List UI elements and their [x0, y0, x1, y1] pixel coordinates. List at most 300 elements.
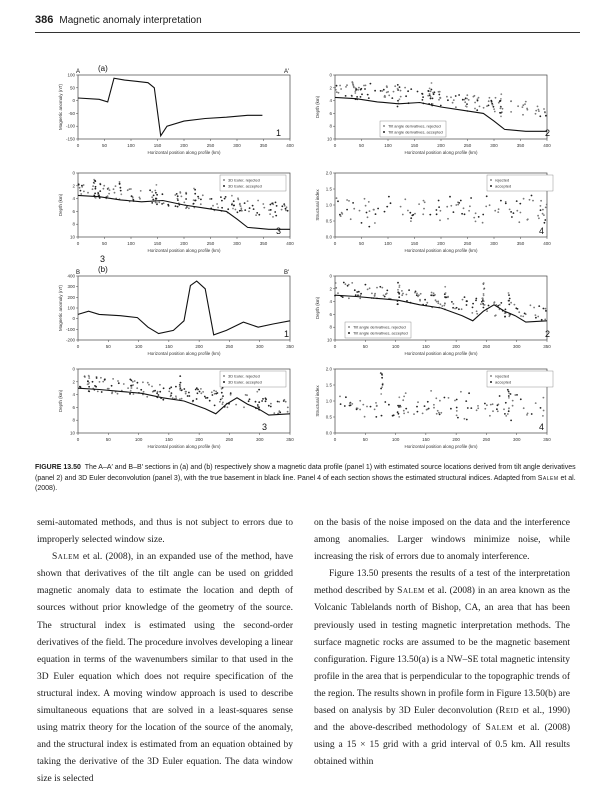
- euler-estimate-point: [177, 195, 179, 197]
- tilt-estimate-point: [343, 282, 345, 284]
- structural-index-point: [453, 211, 455, 213]
- tilt-estimate-point: [514, 304, 516, 306]
- x-tick-label: 0: [76, 437, 80, 442]
- legend-marker: [490, 179, 492, 181]
- tilt-estimate-point: [437, 301, 439, 303]
- euler-estimate-point: [207, 397, 209, 399]
- euler-estimate-point: [221, 200, 223, 202]
- tilt-estimate-point: [545, 115, 547, 117]
- tilt-estimate-point: [510, 111, 512, 113]
- euler-estimate-point: [185, 192, 187, 194]
- tilt-estimate-point: [353, 87, 355, 89]
- structural-index-point: [532, 200, 534, 202]
- section-b-label: (b): [98, 265, 108, 274]
- y-axis-label: Structural index: [315, 385, 320, 417]
- euler-estimate-point: [193, 203, 195, 205]
- y-tick-label: -100: [65, 326, 75, 332]
- profile-b-start-label: B: [76, 270, 81, 276]
- tilt-estimate-point: [537, 106, 539, 108]
- tilt-estimate-point: [399, 285, 401, 287]
- structural-index-point: [366, 212, 368, 214]
- x-tick-label: 150: [165, 344, 173, 349]
- legend-text: 3D Euler, accepted: [228, 183, 262, 189]
- tilt-estimate-point: [368, 97, 370, 99]
- euler-estimate-point: [215, 393, 217, 395]
- structural-index-point: [447, 218, 449, 220]
- tilt-estimate-point: [427, 90, 429, 92]
- euler-estimate-point: [169, 388, 171, 390]
- euler-estimate-point: [197, 389, 199, 391]
- tilt-estimate-point: [406, 294, 408, 296]
- euler-estimate-point: [95, 186, 97, 188]
- euler-estimate-point: [243, 406, 245, 408]
- structural-index-point: [373, 209, 375, 211]
- y-axis-label: Depth (km): [315, 296, 320, 320]
- euler-estimate-point: [189, 395, 191, 397]
- euler-estimate-point: [159, 384, 161, 386]
- structural-index-point: [418, 203, 420, 205]
- euler-estimate-point: [146, 396, 148, 398]
- tilt-estimate-point: [541, 319, 543, 321]
- profile-a-end-label: A': [284, 69, 290, 75]
- euler-estimate-point: [115, 185, 117, 187]
- euler-estimate-point: [272, 216, 274, 218]
- structural-index-point: [345, 396, 347, 398]
- tilt-estimate-point: [509, 298, 511, 300]
- euler-estimate-point: [94, 193, 96, 195]
- euler-estimate-point: [188, 392, 190, 394]
- tilt-estimate-point: [500, 107, 502, 109]
- x-tick-label: 50: [105, 344, 111, 349]
- tilt-estimate-point: [407, 90, 409, 92]
- structural-index-point: [416, 406, 418, 408]
- body-column-right: [314, 515, 570, 771]
- structural-index-point: [470, 407, 472, 409]
- tilt-estimate-point: [397, 289, 399, 291]
- euler-estimate-point: [142, 381, 144, 383]
- structural-index-point: [359, 400, 361, 402]
- tilt-estimate-point: [482, 298, 484, 300]
- structural-index-point: [454, 400, 456, 402]
- structural-index-point: [529, 199, 531, 201]
- structural-index-point: [482, 214, 484, 216]
- tilt-estimate-point: [505, 309, 507, 311]
- y-tick-label: 0: [329, 72, 332, 78]
- structural-index-point: [486, 195, 488, 197]
- y-axis-label: Depth (km): [315, 95, 320, 119]
- euler-estimate-point: [278, 401, 280, 403]
- tilt-estimate-point: [429, 88, 431, 90]
- legend-text: accepted: [495, 379, 512, 385]
- section-a-label: (a): [98, 64, 108, 73]
- euler-estimate-point: [257, 404, 259, 406]
- euler-estimate-point: [221, 207, 223, 209]
- structural-index-point: [490, 404, 492, 406]
- euler-estimate-point: [100, 184, 102, 186]
- legend-text: Tilt angle derivatives, accepted: [388, 129, 443, 135]
- euler-estimate-point: [224, 198, 226, 200]
- tilt-estimate-point: [371, 293, 373, 295]
- tilt-estimate-point: [495, 314, 497, 316]
- x-tick-label: 350: [516, 241, 525, 246]
- tilt-estimate-point: [454, 308, 456, 310]
- tilt-estimate-point: [452, 102, 454, 104]
- tilt-estimate-point: [466, 304, 468, 306]
- y-axis-label: Magnetic anomaly (nT): [58, 284, 63, 332]
- page-number: 386: [35, 14, 54, 26]
- tilt-estimate-point: [539, 115, 541, 117]
- euler-estimate-point: [220, 399, 222, 401]
- caption-author: Salem: [537, 474, 559, 482]
- structural-index-point: [409, 212, 411, 214]
- structural-index-point: [492, 403, 494, 405]
- tilt-estimate-point: [360, 293, 362, 295]
- euler-estimate-point: [257, 200, 259, 202]
- tilt-estimate-point: [435, 299, 437, 301]
- paragraph-text: et al., 1990) and the above-described methodology of: [314, 706, 570, 734]
- euler-estimate-point: [214, 405, 216, 407]
- x-tick-label: 0: [76, 143, 80, 148]
- tilt-estimate-point: [500, 116, 502, 118]
- structural-index-point: [498, 208, 500, 210]
- tilt-estimate-point: [455, 106, 457, 108]
- euler-estimate-point: [233, 200, 235, 202]
- legend-text: 3D Euler, rejected: [228, 177, 260, 183]
- euler-estimate-point: [277, 401, 279, 403]
- euler-estimate-point: [101, 391, 103, 393]
- structural-index-point: [384, 401, 386, 403]
- structural-index-point: [398, 396, 400, 398]
- tilt-estimate-point: [491, 101, 493, 103]
- y-tick-label: -50: [68, 110, 75, 116]
- euler-estimate-point: [154, 190, 156, 192]
- x-tick-label: 50: [362, 437, 368, 442]
- tilt-estimate-point: [335, 282, 337, 284]
- tilt-estimate-point: [438, 99, 440, 101]
- x-tick-label: 250: [225, 437, 234, 442]
- y-tick-label: 0: [72, 366, 75, 372]
- tilt-estimate-point: [533, 307, 535, 309]
- euler-estimate-point: [100, 377, 102, 379]
- euler-estimate-point: [158, 394, 160, 396]
- x-tick-label: 200: [437, 241, 445, 246]
- tilt-estimate-point: [498, 102, 500, 104]
- euler-estimate-point: [187, 395, 189, 397]
- euler-estimate-point: [94, 180, 96, 182]
- euler-estimate-point: [179, 385, 181, 387]
- euler-estimate-point: [287, 407, 289, 409]
- tilt-estimate-point: [402, 293, 404, 295]
- tilt-estimate-point: [535, 314, 537, 316]
- structural-index-point: [402, 399, 404, 401]
- tilt-estimate-point: [471, 312, 473, 314]
- euler-estimate-point: [247, 200, 249, 202]
- paragraph: [37, 549, 293, 788]
- structural-index-point: [337, 200, 339, 202]
- running-title: Magnetic anomaly interpretation: [59, 15, 202, 26]
- tilt-estimate-point: [387, 91, 389, 93]
- structural-index-point: [520, 398, 522, 400]
- structural-index-point: [423, 200, 425, 202]
- euler-estimate-point: [217, 207, 219, 209]
- structural-index-point: [390, 202, 392, 204]
- euler-estimate-point: [88, 386, 90, 388]
- euler-estimate-point: [211, 391, 213, 393]
- tilt-estimate-point: [369, 287, 371, 289]
- euler-estimate-point: [270, 209, 272, 211]
- structural-index-point: [526, 414, 528, 416]
- euler-estimate-point: [87, 383, 89, 385]
- structural-index-point: [433, 407, 435, 409]
- euler-estimate-point: [215, 391, 217, 393]
- euler-estimate-point: [196, 398, 198, 400]
- panel-number: 1: [276, 128, 282, 138]
- x-tick-label: 250: [482, 437, 491, 442]
- tilt-estimate-point: [398, 296, 400, 298]
- y-tick-label: 50: [69, 85, 75, 91]
- tilt-estimate-point: [359, 295, 361, 297]
- structural-index-point: [508, 397, 510, 399]
- structural-index-point: [484, 403, 486, 405]
- tilt-estimate-point: [436, 301, 438, 303]
- y-tick-label: 2.0: [325, 170, 332, 176]
- structural-index-point: [417, 411, 419, 413]
- euler-estimate-point: [194, 200, 196, 202]
- tilt-estimate-point: [545, 308, 547, 310]
- x-tick-label: 300: [255, 344, 264, 349]
- structural-index-point: [492, 410, 494, 412]
- structural-index-point: [381, 415, 383, 417]
- structural-index-point: [341, 213, 343, 215]
- paragraph-text: et al. (2008) using a 15 × 15 grid with a grid interval of 0.5 km. All results obtained within: [314, 723, 570, 768]
- euler-estimate-point: [111, 385, 113, 387]
- structural-index-point: [545, 207, 547, 209]
- x-tick-label: 0: [333, 437, 337, 442]
- euler-estimate-point: [255, 214, 257, 216]
- structural-index-point: [468, 210, 470, 212]
- legend-text: Tilt angle derivatives, accepted: [353, 330, 408, 336]
- structural-index-point: [466, 419, 468, 421]
- euler-estimate-point: [261, 400, 263, 402]
- euler-estimate-point: [163, 387, 165, 389]
- structural-index-point: [484, 408, 486, 410]
- euler-estimate-point: [111, 391, 113, 393]
- x-axis-label: Horizontal position along profile (km): [147, 351, 221, 356]
- euler-estimate-point: [270, 204, 272, 206]
- euler-estimate-point: [180, 382, 182, 384]
- structural-index-point: [381, 377, 383, 379]
- tilt-estimate-point: [500, 112, 502, 114]
- euler-estimate-point: [129, 379, 131, 381]
- structural-index-point: [381, 373, 383, 375]
- structural-index-point: [463, 207, 465, 209]
- tilt-estimate-point: [535, 317, 537, 319]
- x-axis-label: Horizontal position along profile (km): [404, 248, 478, 253]
- tilt-estimate-point: [527, 109, 529, 111]
- tilt-estimate-point: [348, 297, 350, 299]
- tilt-estimate-point: [365, 284, 367, 286]
- structural-index-point: [520, 212, 522, 214]
- euler-estimate-point: [262, 203, 264, 205]
- structural-index-point: [366, 406, 368, 408]
- y-tick-label: 8: [329, 123, 332, 129]
- structural-index-point: [473, 217, 475, 219]
- euler-estimate-point: [284, 205, 286, 207]
- structural-index-point: [375, 416, 377, 418]
- y-tick-label: 4: [72, 392, 75, 398]
- structural-index-point: [478, 216, 480, 218]
- structural-index-point: [456, 407, 458, 409]
- euler-estimate-point: [149, 189, 151, 191]
- tilt-estimate-point: [522, 114, 524, 116]
- structural-index-point: [542, 209, 544, 211]
- euler-estimate-point: [175, 395, 177, 397]
- tilt-estimate-point: [356, 88, 358, 90]
- x-axis-label: Horizontal position along profile (km): [147, 248, 221, 253]
- euler-estimate-point: [279, 412, 281, 414]
- structural-index-point: [477, 407, 479, 409]
- euler-estimate-point: [147, 382, 149, 384]
- euler-estimate-point: [168, 391, 170, 393]
- euler-estimate-point: [194, 193, 196, 195]
- tilt-estimate-point: [399, 98, 401, 100]
- structural-index-point: [449, 196, 451, 198]
- euler-estimate-point: [152, 391, 154, 393]
- tilt-estimate-point: [538, 305, 540, 307]
- tilt-estimate-point: [398, 286, 400, 288]
- euler-estimate-point: [221, 392, 223, 394]
- x-tick-label: 250: [463, 241, 472, 246]
- tilt-estimate-point: [356, 96, 358, 98]
- tilt-estimate-point: [374, 293, 376, 295]
- structural-index-point: [505, 203, 507, 205]
- euler-estimate-point: [97, 192, 99, 194]
- structural-index-point: [527, 218, 529, 220]
- tilt-estimate-point: [510, 100, 512, 102]
- tilt-estimate-point: [537, 316, 539, 318]
- legend-text: rejected: [495, 177, 510, 183]
- x-tick-label: 50: [358, 143, 365, 148]
- tilt-estimate-point: [474, 102, 476, 104]
- tilt-estimate-point: [508, 292, 510, 294]
- tilt-estimate-point: [416, 294, 418, 296]
- structural-index-point: [546, 204, 548, 206]
- structural-index-point: [375, 402, 377, 404]
- euler-estimate-point: [225, 196, 227, 198]
- tilt-estimate-point: [466, 94, 468, 96]
- euler-estimate-point: [92, 381, 94, 383]
- tilt-estimate-point: [354, 92, 356, 94]
- tilt-estimate-point: [418, 294, 420, 296]
- legend-text: Tilt angle derivatives, rejected: [388, 123, 441, 129]
- structural-index-point: [544, 222, 546, 224]
- tilt-estimate-point: [477, 100, 479, 102]
- structural-index-point: [398, 413, 400, 415]
- euler-estimate-point: [239, 204, 241, 206]
- euler-estimate-point: [81, 186, 83, 188]
- structural-index-point: [508, 410, 510, 412]
- structural-index-point: [497, 211, 499, 213]
- tilt-estimate-point: [391, 97, 393, 99]
- tilt-estimate-point: [432, 98, 434, 100]
- tilt-estimate-point: [400, 90, 402, 92]
- euler-estimate-point: [143, 391, 145, 393]
- y-tick-label: 1.0: [325, 398, 332, 404]
- euler-estimate-point: [237, 199, 239, 201]
- structural-index-point: [543, 214, 545, 216]
- euler-estimate-point: [133, 393, 135, 395]
- tilt-estimate-point: [431, 89, 433, 91]
- euler-estimate-point: [117, 380, 119, 382]
- x-tick-label: 350: [259, 143, 268, 148]
- tilt-estimate-point: [374, 294, 376, 296]
- tilt-estimate-point: [474, 108, 476, 110]
- structural-index-point: [404, 198, 406, 200]
- euler-estimate-point: [119, 181, 121, 183]
- structural-index-point: [438, 200, 440, 202]
- y-tick-label: 0: [72, 98, 75, 104]
- euler-estimate-point: [198, 198, 200, 200]
- tilt-estimate-point: [508, 300, 510, 302]
- euler-estimate-point: [227, 406, 229, 408]
- euler-estimate-point: [119, 183, 121, 185]
- euler-estimate-point: [156, 184, 158, 186]
- tilt-estimate-point: [361, 93, 363, 95]
- euler-estimate-point: [151, 202, 153, 204]
- x-axis-label: Horizontal position along profile (km): [404, 351, 478, 356]
- euler-estimate-point: [211, 198, 213, 200]
- x-tick-label: 200: [195, 344, 203, 349]
- tilt-estimate-point: [427, 95, 429, 97]
- structural-index-point: [507, 389, 509, 391]
- tilt-estimate-point: [476, 313, 478, 315]
- structural-index-point: [397, 411, 399, 413]
- tilt-estimate-point: [356, 291, 358, 293]
- structural-index-point: [388, 196, 390, 198]
- legend-marker: [490, 375, 492, 377]
- euler-estimate-point: [109, 189, 111, 191]
- euler-estimate-point: [132, 197, 134, 199]
- euler-estimate-point: [274, 211, 276, 213]
- structural-index-point: [440, 412, 442, 414]
- structural-index-point: [364, 416, 366, 418]
- panel-number: 3: [100, 254, 106, 264]
- tilt-estimate-point: [499, 304, 501, 306]
- structural-index-point: [435, 397, 437, 399]
- panel-number: 1: [284, 329, 290, 339]
- structural-index-point: [412, 214, 414, 216]
- tilt-estimate-point: [422, 96, 424, 98]
- euler-estimate-point: [92, 185, 94, 187]
- tilt-estimate-point: [379, 286, 381, 288]
- structural-index-point: [423, 208, 425, 210]
- tilt-estimate-point: [466, 98, 468, 100]
- euler-estimate-point: [112, 378, 114, 380]
- euler-estimate-point: [156, 194, 158, 196]
- tilt-estimate-point: [508, 304, 510, 306]
- tilt-estimate-point: [419, 300, 421, 302]
- tilt-estimate-point: [381, 90, 383, 92]
- x-tick-label: 100: [134, 344, 143, 349]
- tilt-estimate-point: [518, 311, 520, 313]
- tilt-estimate-point: [452, 307, 454, 309]
- structural-index-point: [513, 212, 515, 214]
- euler-estimate-point: [237, 211, 239, 213]
- tilt-estimate-point: [383, 89, 385, 91]
- panel-number: 3: [262, 422, 268, 432]
- paragraph: on the basis of the noise imposed on the data and the interference among anomalies. Larger windows minimize noise, while increasing the risk of errors due to anomaly interference.: [314, 518, 570, 563]
- structural-index-point: [376, 405, 378, 407]
